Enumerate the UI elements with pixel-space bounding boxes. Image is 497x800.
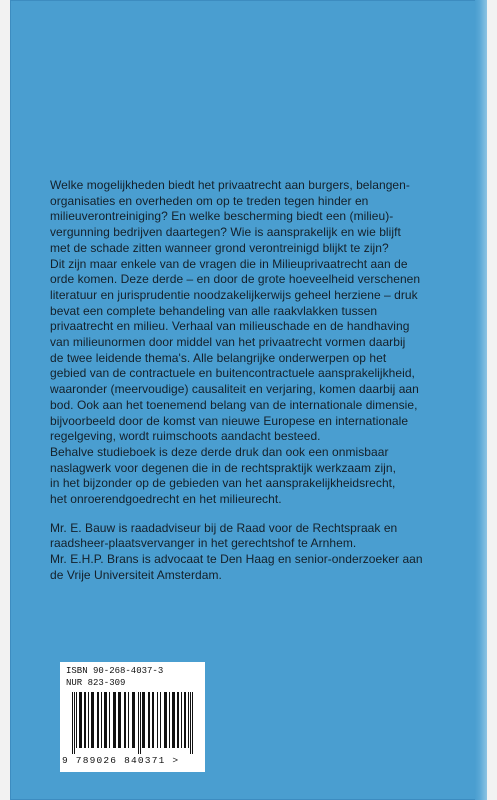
blurb-line: met de schade zitten wanneer grond verontreinigd blijkt te zijn? <box>50 240 389 255</box>
blurb-line: waaronder (meervoudige) causaliteit en verjaring, komen daarbij aan <box>50 382 419 397</box>
blurb-line: literatuur en jurisprudentie noodzakelijkerwijs geheel herziene – druk <box>50 287 418 302</box>
blurb-paragraph-2 <box>50 521 470 584</box>
blurb-line: vergunning bedrijven daartegen? Wie is aansprakelijk en wie blijft <box>50 225 401 240</box>
barcode-bar <box>138 692 139 754</box>
barcode-bar <box>74 692 75 754</box>
barcode-bar <box>190 692 191 754</box>
blurb-line: bod. Ook aan het toenemend belang van de internationale dimensie, <box>50 397 418 412</box>
barcode-bar <box>132 692 135 748</box>
barcode-bar <box>91 692 94 748</box>
blurb-paragraph-1 <box>50 178 470 508</box>
barcode-bar <box>109 692 110 748</box>
barcode-bar <box>124 692 126 748</box>
barcode-bar <box>88 692 89 748</box>
barcode-bar <box>184 692 186 748</box>
blurb-line: in het bijzonder op de gebieden van het aansprakelijkheidsrecht, <box>50 476 396 491</box>
barcode-bar <box>181 692 182 748</box>
barcode-digits: 9 789026 840371 > <box>62 755 180 766</box>
blurb-line: organisaties en overheden om op te treden tegen hinder en <box>50 193 369 208</box>
barcode-bar <box>152 692 154 748</box>
barcode-bar <box>148 692 150 748</box>
barcode-bar <box>160 692 161 748</box>
barcode-bar <box>72 692 73 754</box>
blurb-line: Welke mogelijkheden biedt het privaatrecht aan burgers, belangen- <box>50 178 410 192</box>
barcode-bar <box>113 692 116 748</box>
blurb-line: milieuverontreiniging? En welke bescherming biedt een (milieu)- <box>50 209 394 224</box>
page-edge <box>475 0 487 800</box>
blurb-line: bevat een complete behandeling van alle raakvlakken tussen <box>50 303 378 318</box>
blurb-line: Dit zijn maar enkele van de vragen die in Milieuprivaatrecht aan de <box>50 256 408 271</box>
barcode-bar <box>97 692 99 748</box>
blurb-line: regelgeving, wordt ruimschoots aandacht besteed. <box>50 429 321 444</box>
barcode-bar <box>84 692 86 748</box>
barcode-bar <box>128 692 129 748</box>
barcode-bar <box>192 692 193 754</box>
blurb-line: het onroerendgoedrecht en het milieurecht. <box>50 492 282 507</box>
barcode-bar <box>157 692 158 748</box>
barcode-bar <box>101 692 102 748</box>
barcode-bars <box>72 692 196 754</box>
barcode-bar <box>169 692 170 748</box>
blurb-line: de twee leidende thema's. Alle belangrijke onderwerpen op het <box>50 350 387 365</box>
blurb-line: naslagwerk voor degenen die in de rechtspraktijk werkzaam zijn, <box>50 460 396 475</box>
barcode-bar <box>142 692 145 748</box>
blurb-line: bijvoorbeeld door de komst van nieuwe Europese en internationale <box>50 413 409 428</box>
blurb-line: Behalve studieboek is deze derde druk dan ook een onmisbaar <box>50 444 389 459</box>
barcode-bar <box>188 692 189 748</box>
paragraph-gap <box>50 508 470 521</box>
barcode-bar <box>140 692 141 754</box>
barcode-bar <box>104 692 107 748</box>
blurb-line: Mr. E.H.P. Brans is advocaat te Den Haag en senior-onderzoeker aan <box>50 552 423 567</box>
blurb-line: gebied van de contractuele en buitencontractuele aansprakelijkheid, <box>50 366 415 381</box>
barcode-bar <box>79 692 82 748</box>
blurb-line: van milieunormen door middel van het privaatrecht vormen daarbij <box>50 335 406 350</box>
barcode-bar <box>76 692 77 748</box>
blurb-line: de Vrije Universiteit Amsterdam. <box>50 567 222 582</box>
blurb-text <box>50 178 470 584</box>
isbn-text: ISBN 90-268-4037-3 <box>66 666 164 676</box>
blurb-line: orde komen. Deze derde – en door de grote hoeveelheid verschenen <box>50 272 421 287</box>
nur-text: NUR 823-309 <box>66 678 126 688</box>
blurb-line: Mr. E. Bauw is raadadviseur bij de Raad voor de Rechtspraak en <box>50 520 398 535</box>
blurb-line: privaatrecht en milieu. Verhaal van milieuschade en de handhaving <box>50 319 410 334</box>
blurb-line: raadsheer-plaatsvervanger in het gerechtshof te Arnhem. <box>50 536 357 551</box>
barcode-bar <box>177 692 179 748</box>
barcode-bar <box>164 692 167 748</box>
barcode-bar <box>118 692 121 748</box>
back-cover <box>10 0 487 800</box>
barcode-label <box>60 662 205 772</box>
barcode-bar <box>172 692 175 748</box>
